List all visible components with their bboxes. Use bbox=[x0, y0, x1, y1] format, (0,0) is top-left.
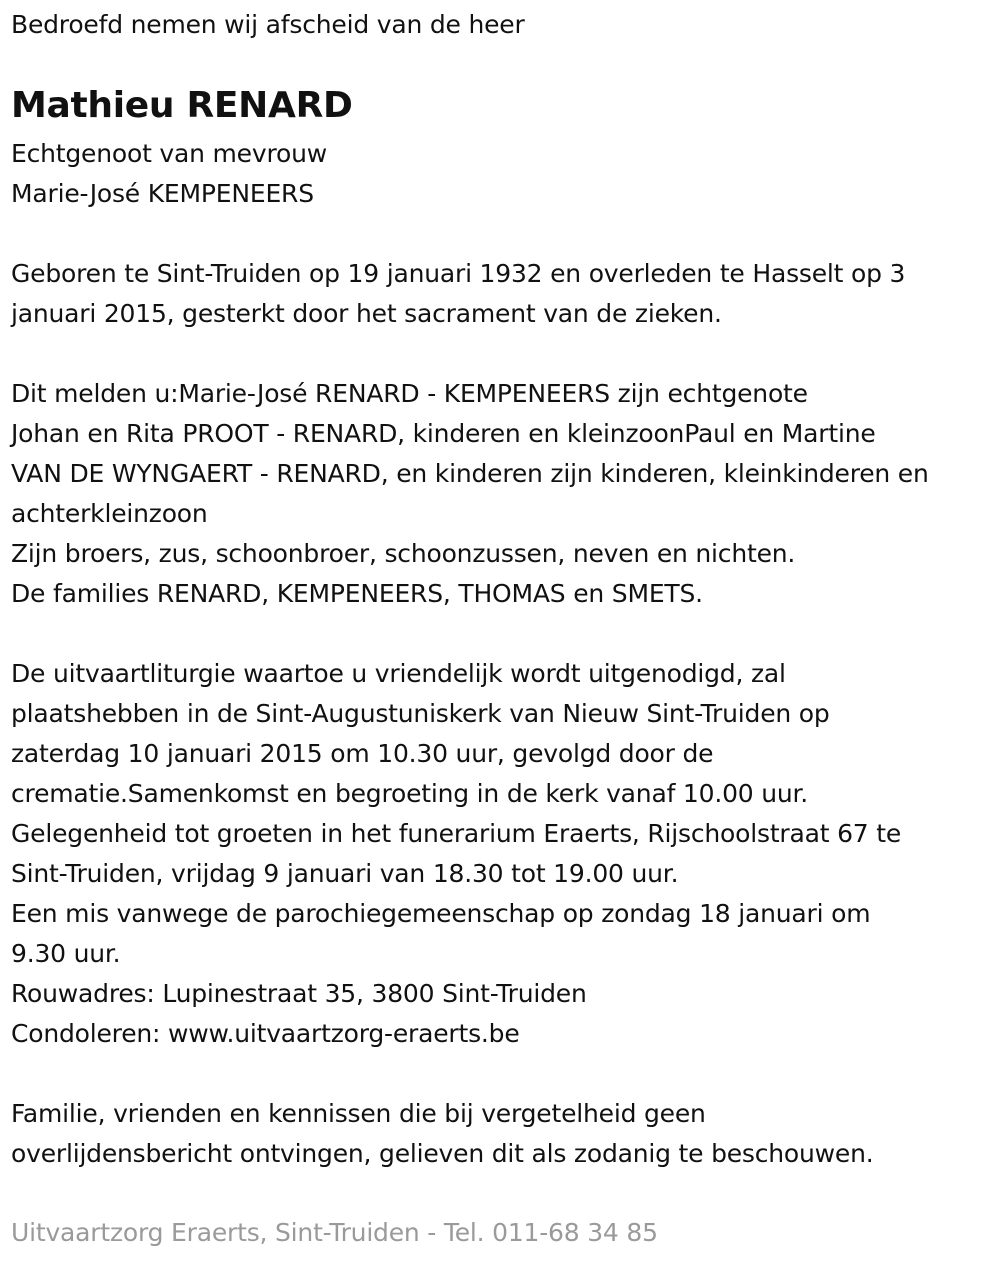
paragraph-line: Sint-Truiden, vrijdag 9 januari van 18.30 tot 19.00 uur. bbox=[11, 859, 679, 888]
paragraph-line: Gelegenheid tot groeten in het funerarium Eraerts, Rijschoolstraat 67 te bbox=[11, 819, 902, 848]
spouse-line: Echtgenoot van mevrouw bbox=[11, 139, 327, 168]
spouse-block bbox=[11, 134, 327, 214]
paragraph-line: Geboren te Sint-Truiden op 19 januari 1932 en overleden te Hasselt op 3 bbox=[11, 259, 906, 288]
mourning-address: Rouwadres: Lupinestraat 35, 3800 Sint-Truiden bbox=[11, 979, 587, 1008]
paragraph-line: De uitvaartliturgie waartoe u vriendelijk wordt uitgenodigd, zal bbox=[11, 659, 786, 688]
paragraph-line: Een mis vanwege de parochiegemeenschap op zondag 18 januari om bbox=[11, 899, 871, 928]
paragraph-line: Johan en Rita PROOT - RENARD, kinderen en kleinzoonPaul en Martine bbox=[11, 419, 876, 448]
paragraph-line: crematie.Samenkomst en begroeting in de kerk vanaf 10.00 uur. bbox=[11, 779, 809, 808]
funeral-paragraph bbox=[11, 654, 901, 1054]
paragraph-line: achterkleinzoon bbox=[11, 499, 208, 528]
birth-death-paragraph bbox=[11, 254, 905, 334]
paragraph-line: De families RENARD, KEMPENEERS, THOMAS en SMETS. bbox=[11, 579, 703, 608]
paragraph-line: Familie, vrienden en kennissen die bij vergetelheid geen bbox=[11, 1099, 706, 1128]
condolence-link[interactable]: Condoleren: www.uitvaartzorg-eraerts.be bbox=[11, 1019, 520, 1048]
paragraph-line: VAN DE WYNGAERT - RENARD, en kinderen zijn kinderen, kleinkinderen en bbox=[11, 459, 929, 488]
funeral-home-footer: Uitvaartzorg Eraerts, Sint-Truiden - Tel. 011-68 34 85 bbox=[11, 1218, 658, 1247]
paragraph-line: overlijdensbericht ontvingen, gelieven dit als zodanig te beschouwen. bbox=[11, 1139, 874, 1168]
notice-paragraph bbox=[11, 1094, 874, 1174]
paragraph-line: zaterdag 10 januari 2015 om 10.30 uur, gevolgd door de bbox=[11, 739, 714, 768]
paragraph-line: Dit melden u:Marie-José RENARD - KEMPENEERS zijn echtgenote bbox=[11, 379, 808, 408]
spouse-name: Marie-José KEMPENEERS bbox=[11, 179, 314, 208]
paragraph-line: plaatshebben in de Sint-Augustuniskerk van Nieuw Sint-Truiden op bbox=[11, 699, 830, 728]
family-paragraph bbox=[11, 374, 929, 614]
paragraph-line: Zijn broers, zus, schoonbroer, schoonzussen, neven en nichten. bbox=[11, 539, 796, 568]
intro-text: Bedroefd nemen wij afscheid van de heer bbox=[11, 10, 525, 39]
paragraph-line: 9.30 uur. bbox=[11, 939, 121, 968]
deceased-name: Mathieu RENARD bbox=[11, 85, 353, 126]
paragraph-line: januari 2015, gesterkt door het sacrament van de zieken. bbox=[11, 299, 722, 328]
